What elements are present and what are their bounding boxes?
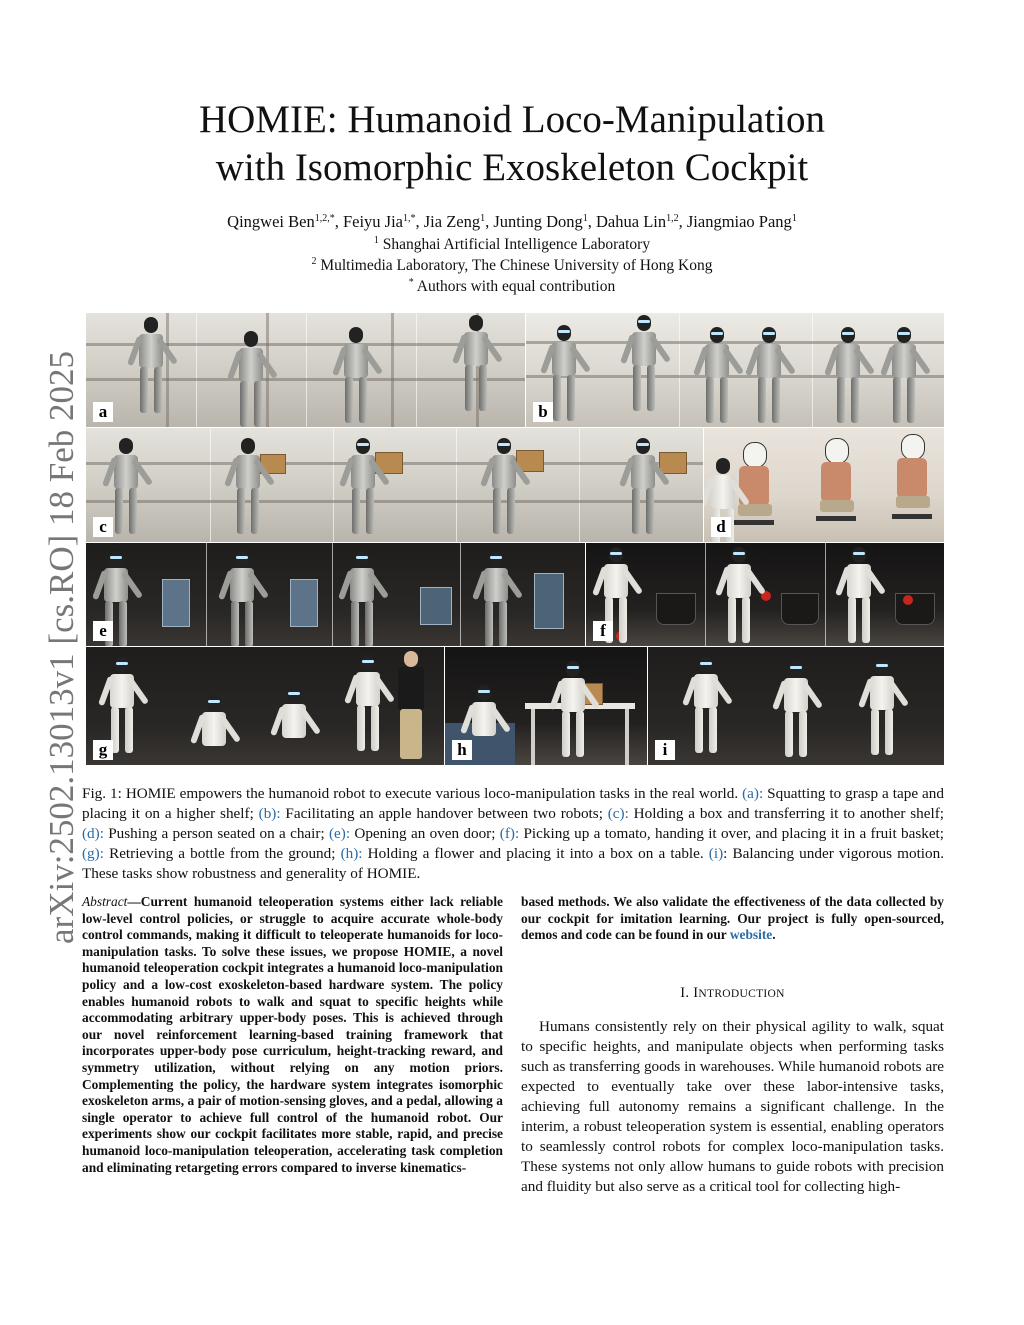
affiliation-equal [0, 277, 1024, 297]
humanoid-robot [231, 331, 271, 427]
author-affil-mark: 1 [791, 213, 797, 224]
panel-label: h [452, 740, 472, 760]
panel-c [86, 428, 704, 543]
humanoid-robot [774, 661, 818, 765]
section-title-initial: I [693, 985, 699, 1001]
affil-mark: 2 [311, 256, 317, 267]
humanoid-robot [469, 685, 499, 765]
oven-door [162, 579, 190, 627]
tomato [903, 595, 913, 605]
caption-text: Opening an oven door; [350, 825, 500, 842]
caption-text: Facilitating an apple handover between two robots; [280, 805, 608, 822]
paper-title [0, 96, 1024, 192]
affiliation-1 [0, 235, 1024, 255]
author-name: Qingwei Ben [227, 212, 315, 231]
caption-ref-e[interactable]: (e): [328, 825, 351, 842]
humanoid-robot [553, 661, 593, 761]
panel-i [648, 647, 945, 766]
caption-text: : Balancing under vigorous motion. These tasks show robustness and generality of HOMIE. [82, 845, 945, 882]
humanoid-robot [623, 438, 663, 538]
figure-caption [82, 784, 944, 884]
affil-mark: * [408, 277, 414, 288]
humanoid-robot [749, 327, 789, 427]
abstract-column-2 [521, 894, 944, 944]
humanoid-robot [860, 659, 904, 763]
panel-label: b [533, 402, 553, 422]
cardboard-box [659, 452, 687, 474]
caption-ref-h[interactable]: (h): [340, 845, 363, 862]
section-heading-introduction [521, 985, 944, 1002]
author-name: Jia Zeng [423, 212, 481, 231]
panel-a [86, 313, 526, 428]
website-link[interactable]: website [729, 927, 773, 943]
author-affil-mark: 1,2,* [314, 213, 335, 224]
humanoid-robot [839, 547, 879, 646]
fruit-basket [781, 593, 819, 625]
affiliation-2 [0, 256, 1024, 276]
abstract-body-cont: based methods. We also validate the effectiveness of the data collected by our cockpit for imitation learning. Our project is fully open-sourced, demos and code can be found in our [521, 894, 944, 943]
panel-d [704, 428, 945, 543]
panel-label: i [655, 740, 675, 760]
panel-f [586, 543, 945, 647]
author-list: Qingwei Ben$^{1,2,*}$, Feiyu Jia$^{1,*}$, Jia Zeng$^1$, Junting Dong$^1$, Dahua Lin$^{1,2}$, Jiangmiao Pang$^1$ [227, 212, 797, 231]
abstract-heading: Abstract [82, 894, 128, 909]
affil-text: Multimedia Laboratory, The Chinese University of Hong Kong [320, 257, 713, 274]
panel-label: c [93, 517, 113, 537]
section-numeral: I. [680, 985, 690, 1001]
title-line-2: with Isomorphic Exoskeleton Cockpit [215, 146, 809, 189]
panel-label: e [93, 621, 113, 641]
panel-h [445, 647, 648, 766]
caption-text: Pushing a person seated on a chair; [103, 825, 329, 842]
author-affil-mark: 1,2 [666, 213, 679, 224]
panel-label: a [93, 402, 113, 422]
panel-e [86, 543, 586, 647]
humanoid-robot [343, 438, 383, 538]
humanoid-robot [456, 315, 496, 415]
caption-ref-i[interactable]: (i) [708, 845, 724, 862]
humanoid-robot [719, 547, 759, 646]
humanoid-robot [348, 655, 388, 755]
abstract-column-1 [82, 894, 503, 1176]
panel-label: g [93, 740, 113, 760]
humanoid-robot [828, 327, 868, 427]
panel-b [526, 313, 945, 428]
caption-ref-g[interactable]: (g): [82, 845, 104, 862]
seated-person-panda-mask [892, 434, 932, 514]
affil-text: Shanghai Artificial Intelligence Laboratory [382, 236, 651, 253]
abstract-body: Current humanoid teleoperation systems either lack reliable low-level control policies, or struggle to acquire accurate whole-body control commands, making it difficult to teleoperate humanoids for loco-manipulation tasks. To solve these issues, we propose HOMIE, a novel humanoid teleoperation cockpit integrates a humanoid loco-manipulation policy and a low-cost exoskeleton-based hardware system. The policy enables humanoid robots to walk and squat to specific heights while accommodating arbitrary upper-body poses. This is achieved through our novel reinforcement learning-based training framework that incorporates upper-body pose curriculum, height-tracking reward, and symmetry utilization, without relying on any motion priors. Complementing the policy, the hardware system integrates isomorphic exoskeleton arms, a pair of motion-sensing gloves, and a pedal, allowing a single operator to achieve full control of the humanoid robot. Our experiments show our cockpit facilitates more stable, rapid, and precise humanoid loco-manipulation teleoperation, accelerating task completion and eliminating retargeting errors compared to inverse kinematics- [82, 894, 503, 1175]
arxiv-identifier: arXiv:2502.13013v1 [cs.RO] 18 Feb 2025 [42, 350, 81, 944]
humanoid-robot [684, 657, 728, 761]
author-name: Junting Dong [493, 212, 583, 231]
panel-g [86, 647, 445, 766]
panel-label: d [711, 517, 731, 537]
affil-mark: 1 [373, 235, 379, 246]
caption-text: Holding a flower and placing it into a box on a table. [362, 845, 709, 862]
title-line-1: HOMIE: Humanoid Loco-Manipulation [198, 98, 826, 141]
humanoid-robot [342, 551, 382, 646]
caption-ref-d[interactable]: (d): [82, 825, 104, 842]
humanoid-robot [624, 315, 664, 415]
introduction-paragraph: Humans consistently rely on their physical agility to walk, squat to specific heights, and manipulate objects when performing tasks such as transferring goods in warehouses. While humanoid robots are expected to eventually take over these labor-intensive tasks, achieving full autonomy remains a significant challenge. In the interim, a robust teleoperation system is essential, enabling operators to seamlessly control robots for complex loco-manipulation tasks. These systems not only allow humans to guide robots with precision and fluidity but also serve as a critical tool for collecting high- [521, 1018, 944, 1195]
humanoid-robot [228, 438, 268, 538]
fruit-basket [656, 593, 696, 625]
humanoid-robot-squatting [274, 687, 314, 757]
oven-door [534, 573, 564, 629]
humanoid-robot [476, 551, 516, 646]
figure-1 [86, 313, 944, 765]
caption-text: Picking up a tomato, handing it over, and placing it in a fruit basket; [519, 825, 945, 842]
author-affil-mark: 1 [480, 213, 486, 224]
author-name: Jiangmiao Pang [686, 212, 792, 231]
affil-text: Authors with equal contribution [416, 278, 616, 295]
fruit-basket [895, 593, 935, 625]
humanoid-robot-squatting [194, 695, 234, 765]
section-title-rest: NTRODUCTION [698, 988, 785, 1000]
humanoid-robot [336, 327, 376, 427]
caption-text: Retrieving a bottle from the ground; [103, 845, 341, 862]
oven-door [290, 579, 318, 627]
standing-person [396, 651, 426, 761]
humanoid-robot [697, 327, 737, 427]
panel-label: f [593, 621, 613, 641]
humanoid-robot [884, 327, 924, 427]
author-name: Dahua Lin [596, 212, 667, 231]
oven-door [420, 587, 452, 625]
humanoid-robot [131, 317, 171, 417]
seated-person-panda-mask [816, 438, 856, 518]
caption-ref-b[interactable]: (b): [258, 805, 281, 822]
humanoid-robot [222, 551, 262, 646]
seated-person-panda-mask [734, 442, 774, 522]
abstract-dash: — [127, 894, 141, 909]
caption-ref-a[interactable]: (a): [742, 785, 764, 802]
abstract-end: . [772, 927, 776, 943]
author-affil-mark: 1,* [403, 213, 416, 224]
caption-text: Fig. 1: HOMIE empowers the humanoid robot to execute various loco-manipulation tasks in the real world. [82, 785, 743, 802]
caption-text: Holding a box and transferring it to another shelf; [628, 805, 944, 822]
caption-ref-c[interactable]: (c): [607, 805, 629, 822]
caption-ref-f[interactable]: (f): [499, 825, 520, 842]
humanoid-robot [484, 438, 524, 538]
author-affil-mark: 1 [582, 213, 588, 224]
caption-text: Squatting to grasp a tape and placing it on a higher shelf; [82, 785, 944, 822]
author-name: Feiyu Jia [342, 212, 403, 231]
